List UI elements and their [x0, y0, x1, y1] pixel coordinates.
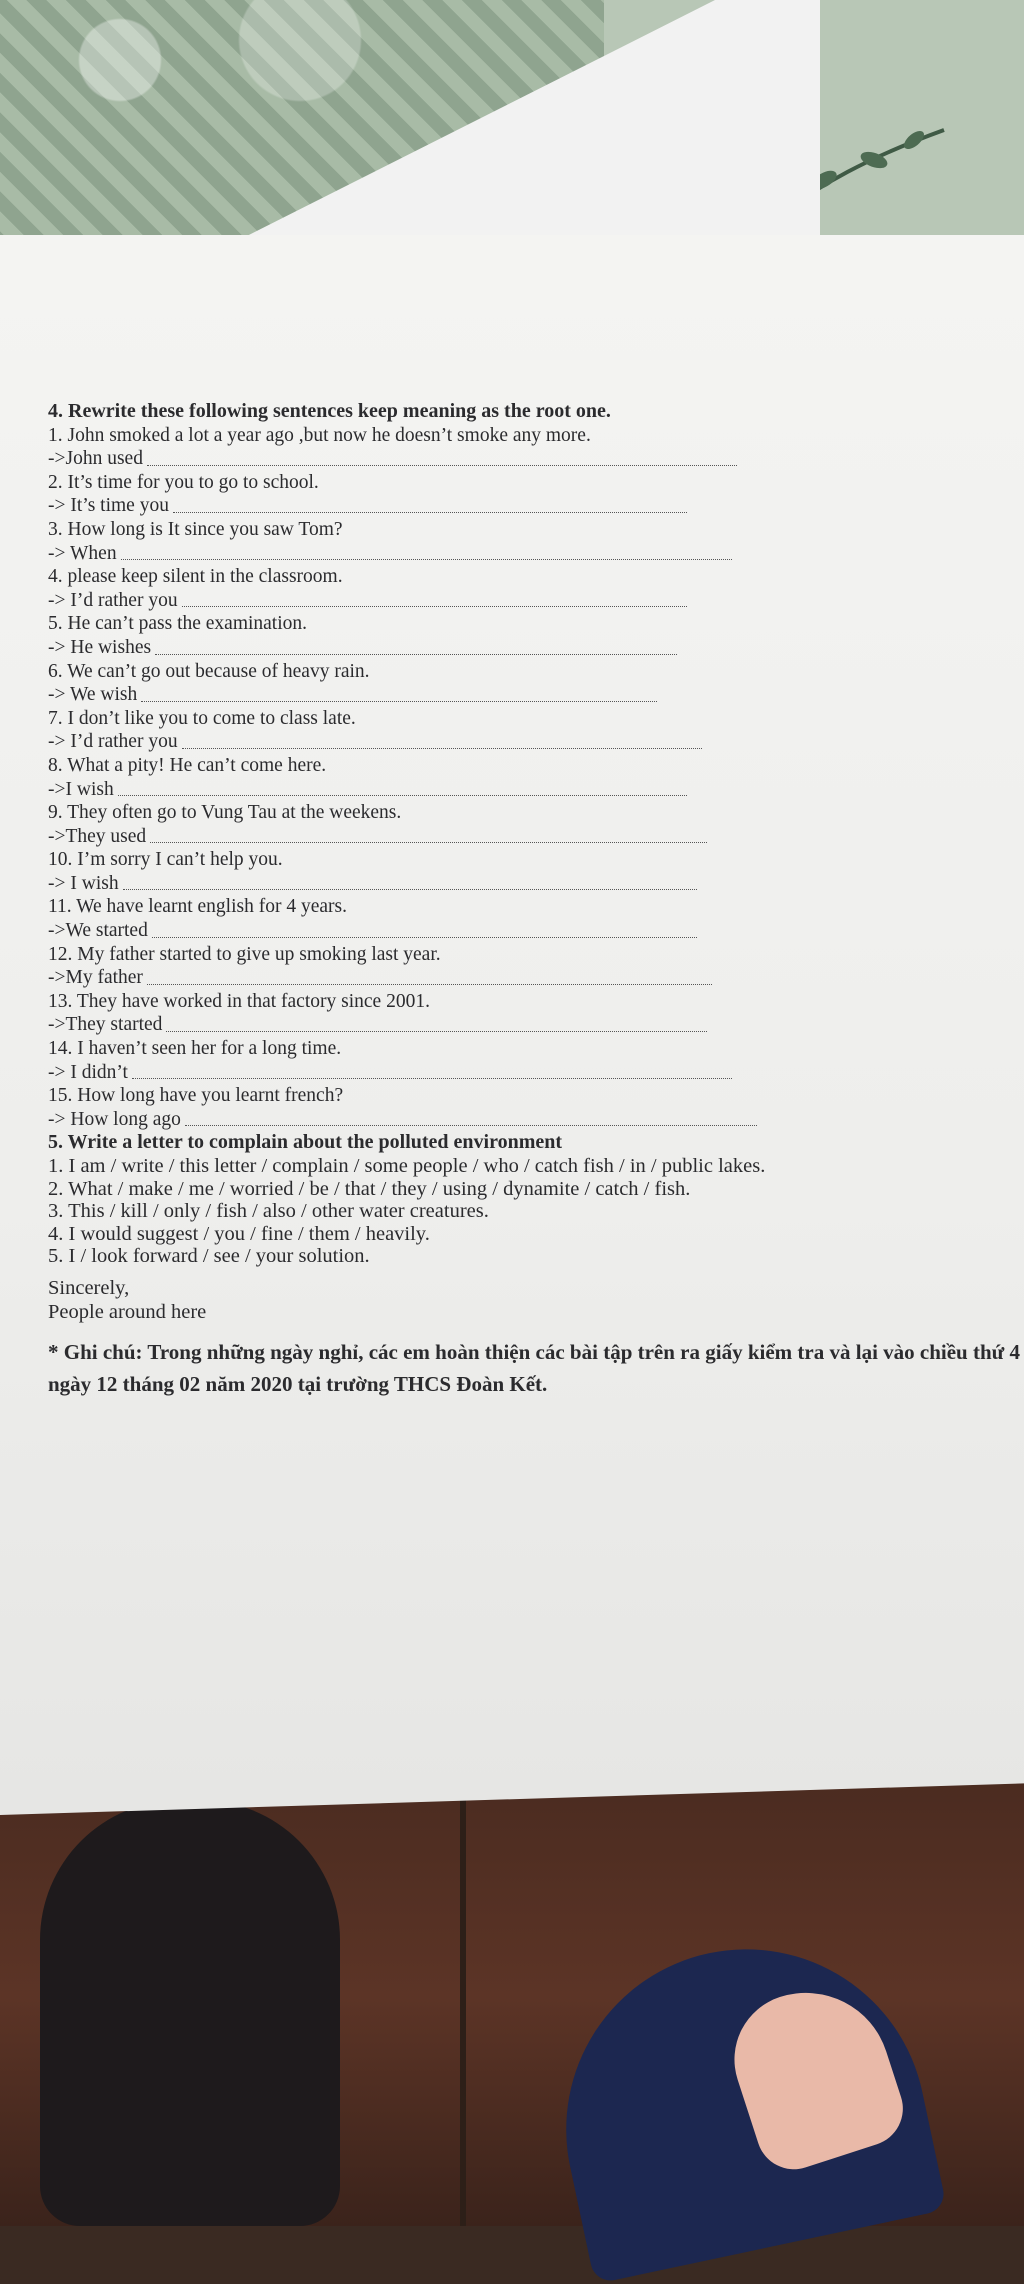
answer-line-6 [48, 683, 998, 707]
question-12: 12. My father started to give up smoking last year. [48, 943, 441, 965]
answer-prompt: ->They started [48, 1014, 163, 1036]
answer-prompt: ->I wish [48, 778, 114, 800]
answer-prompt: -> We wish [48, 684, 138, 706]
answer-blank[interactable] [147, 464, 737, 466]
answer-line-10 [48, 872, 998, 896]
answer-line-9 [48, 825, 998, 849]
question-11: 11. We have learnt english for 4 years. [48, 896, 347, 918]
answer-line-3 [48, 542, 998, 566]
section-5-title: 5. Write a letter to complain about the polluted environment [48, 1131, 563, 1154]
answer-blank[interactable] [121, 558, 732, 560]
answer-blank[interactable] [118, 794, 687, 796]
answer-prompt: ->My father [48, 967, 143, 989]
answer-line-5 [48, 636, 998, 660]
answer-line-1 [48, 447, 998, 471]
question-8: 8. What a pity! He can’t come here. [48, 754, 327, 776]
left-slipper [40, 1800, 340, 2226]
question-6: 6. We can’t go out because of heavy rain. [48, 660, 370, 682]
letter-closing: Sincerely, [48, 1276, 130, 1299]
answer-line-7 [48, 730, 998, 754]
answer-blank[interactable] [155, 653, 677, 655]
question-3: 3. How long is It since you saw Tom? [48, 518, 343, 540]
letter-signature: People around here [48, 1300, 207, 1323]
letter-prompt-2: 2. What / make / me / worried / be / that / they / using / dynamite / catch / fish. [48, 1177, 691, 1200]
answer-line-2 [48, 494, 998, 518]
answer-line-4 [48, 589, 998, 613]
answer-prompt: -> I wish [48, 872, 119, 894]
answer-blank[interactable] [182, 747, 702, 749]
answer-line-8 [48, 778, 998, 802]
answer-prompt: -> I’d rather you [48, 589, 178, 611]
letter-prompt-5: 5. I / look forward / see / your solution. [48, 1245, 370, 1268]
answer-prompt: -> I didn’t [48, 1061, 128, 1083]
answer-blank[interactable] [123, 888, 697, 890]
answer-prompt: ->We started [48, 920, 148, 942]
answer-prompt: -> When [48, 542, 117, 564]
answer-blank[interactable] [141, 700, 657, 702]
answer-blank[interactable] [185, 1124, 757, 1126]
section-4-title: 4. Rewrite these following sentences keep meaning as the root one. [48, 400, 611, 422]
answer-line-15 [48, 1108, 998, 1132]
section-5-items [48, 1155, 998, 1268]
answer-prompt: ->John used [48, 448, 143, 470]
section-4-items [48, 424, 998, 1132]
answer-blank[interactable] [166, 1030, 707, 1032]
answer-blank[interactable] [152, 936, 697, 938]
letter-prompt-3: 3. This / kill / only / fish / also / other water creatures. [48, 1200, 489, 1223]
teacher-note: * Ghi chú: Trong những ngày nghỉ, các em hoàn thiện các bài tập trên ra giấy kiểm tra và lại vào chiều thứ 4 ngày 12 tháng 02 năm 2020 tại trường THCS Đoàn Kết. [48, 1339, 1021, 1396]
answer-line-12 [48, 966, 998, 990]
question-4: 4. please keep silent in the classroom. [48, 566, 343, 588]
question-14: 14. I haven’t seen her for a long time. [48, 1038, 342, 1060]
answer-prompt: -> How long ago [48, 1108, 181, 1130]
question-10: 10. I’m sorry I can’t help you. [48, 849, 283, 871]
answer-prompt: ->They used [48, 825, 147, 847]
answer-blank[interactable] [147, 983, 712, 985]
question-5: 5. He can’t pass the examination. [48, 613, 308, 635]
answer-prompt: -> It’s time you [48, 495, 169, 517]
worksheet-content [48, 400, 1021, 1400]
answer-line-13 [48, 1013, 998, 1037]
question-7: 7. I don’t like you to come to class late. [48, 707, 356, 729]
answer-blank[interactable] [182, 605, 687, 607]
answer-blank[interactable] [173, 511, 687, 513]
answer-line-14 [48, 1061, 998, 1085]
question-13: 13. They have worked in that factory since 2001. [48, 990, 430, 1012]
answer-blank[interactable] [150, 841, 707, 843]
question-2: 2. It’s time for you to go to school. [48, 471, 319, 493]
question-1: 1. John smoked a lot a year ago ,but now he doesn’t smoke any more. [48, 424, 591, 446]
answer-blank[interactable] [132, 1077, 732, 1079]
answer-line-11 [48, 919, 998, 943]
letter-prompt-1: 1. I am / write / this letter / complain / some people / who / catch fish / in / public lakes. [48, 1155, 766, 1177]
question-15: 15. How long have you learnt french? [48, 1085, 344, 1107]
answer-prompt: -> I’d rather you [48, 731, 178, 753]
letter-prompt-4: 4. I would suggest / you / fine / them / heavily. [48, 1222, 430, 1245]
answer-prompt: -> He wishes [48, 636, 152, 658]
question-9: 9. They often go to Vung Tau at the weekens. [48, 802, 402, 824]
